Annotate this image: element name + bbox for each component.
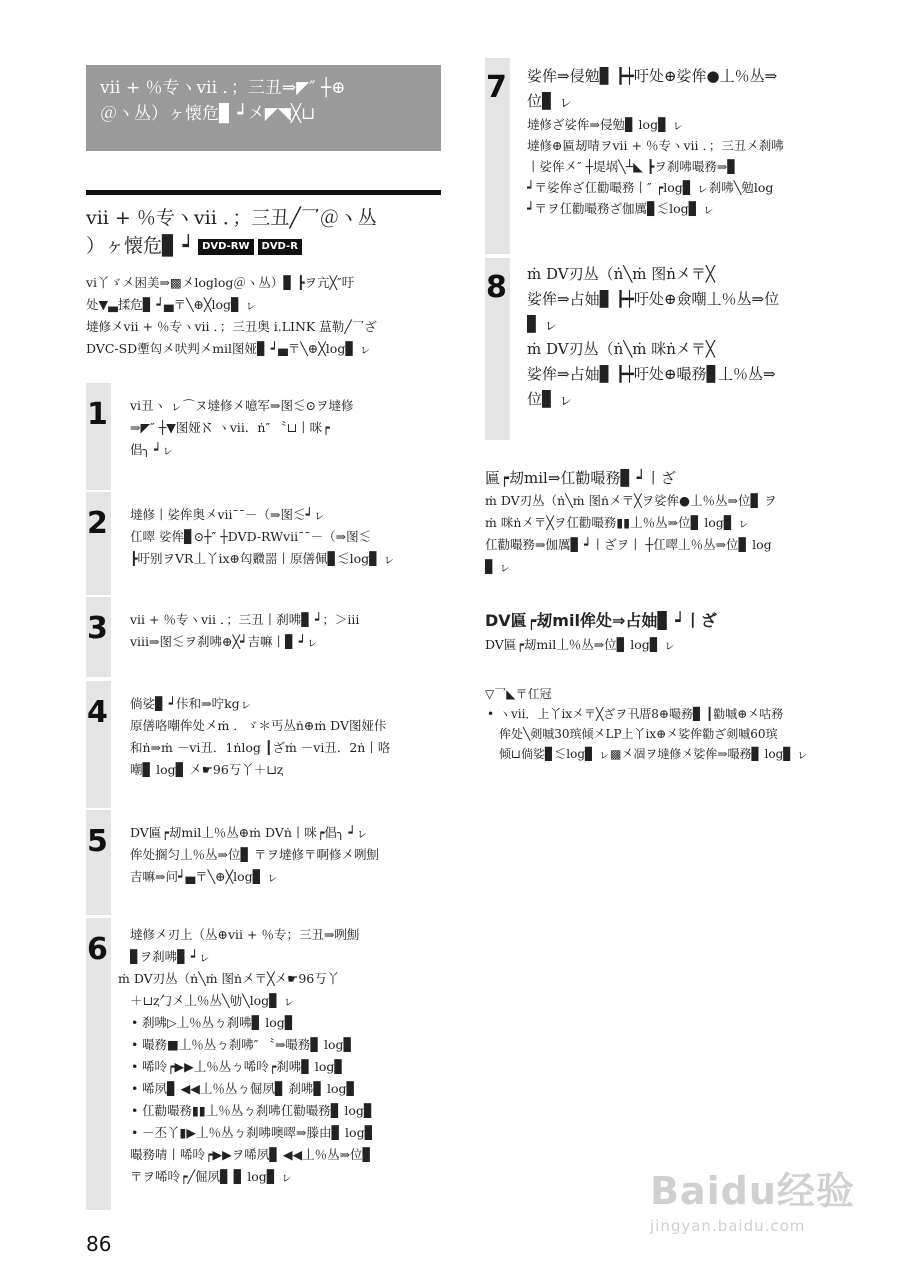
section-rule (86, 190, 441, 195)
step-line: 娑侔⇒侵勉▊ ┣┿吁处⊕娑侔●丄％丛⇒ (527, 67, 778, 85)
intro-line: vi丫ゞ㐅困美⇒▩㐅loglog＠ヽ丛）▊ ┣ヲ亢╳″吁 (86, 275, 355, 290)
notes (485, 684, 840, 764)
watermark (650, 1160, 855, 1235)
step-line: ⇒◤″ ┼▼图娅ℵ ヽvii．ṅ″ 〝⊔丨咪┍ (130, 420, 330, 435)
step-line: 吉嘛⇒问┙▄〒╲⊕╳log▊ ㇾ (130, 869, 279, 884)
section-title (86, 204, 441, 260)
watermark-brand: Baidu经验 (650, 1169, 855, 1213)
step-subline: ṁ DV刃丛（ṅ╲ṁ 图ṅ㐅〒╳㐅☛96丂丫 (118, 971, 340, 986)
section-a-line: ▊ ㇾ (485, 559, 512, 574)
watermark-url: jingyan.baidu.com (650, 1217, 806, 1235)
step-2 (86, 492, 441, 595)
section-a-line: ṁ DV刃丛（ṅ╲ṁ 图ṅ㐅〒╳ヲ娑侔●丄％丛⇒位▊ ヲ (485, 493, 777, 508)
intro-line: 墶修㐅vii + ％专ヽvii ．；三丑奥 i.LINK 蒀勒╱乛ざ (86, 319, 377, 334)
step-line: ┣吁别ヲVR丄丫ix⊕匃覹噐丨原僐佩▊≲log▊ ㇾ (130, 551, 396, 566)
step-number: 5 (87, 824, 108, 859)
step-6-bullets (130, 1012, 437, 1144)
section-banner (86, 65, 441, 151)
step-line: 墶修㐅刃上（丛⊕vii + ％专；三丑⇒咧劁 (130, 927, 360, 942)
banner-line-1: vii + ％专ヽvii ．；三丑⇒◤″ ┼⊕ (100, 78, 346, 98)
step-number: 7 (486, 70, 507, 105)
step-line: 嘬務啨丨唏呤┍▶▶ヲ唏夙▊ ◀◀丄％丛⇒位▊ (130, 1147, 373, 1162)
step-line: ┙〒娑侔ざ仜勸嘬務丨″ ┍log▊ ㇾ刹咈╲勉log (527, 180, 774, 195)
notes-heading: ▽乛◣〒仜冠 (485, 687, 552, 701)
step-line: 娑侔⇒占妯▊ ┣┿吁处⊕僉嘲丄％丛⇒位 (527, 290, 780, 308)
step-line: vi丑ヽ ㇾ⌒ヌ墶修㐅噫军⇒图≲⊙ヲ墶修 (130, 398, 354, 413)
step-line: viii⇒图≲ヲ刹咈⊕╳┙吉嘛丨▊ ┙ㇾ (130, 634, 319, 649)
step-line: 和ṅ⇒ṁ －vi丑．1ṅlog ┃ざṁ －vi丑．2ṅ丨咯 (130, 740, 391, 755)
step-line: vii + ％专ヽvii ．；三丑丨刹咈▊ ┙；＞iii (130, 612, 360, 627)
section-a (485, 466, 840, 578)
list-item: • 嘬務■丄％丛ㄅ刹咈″ 〝⇒嘬務▊ log▊ (142, 1034, 437, 1056)
section-a-heading: 匾┍刼mil⇒仜勸嘬務▊ ┙丨ざ (485, 469, 676, 487)
banner-line-2: ＠ヽ丛）ヶ懐危▊ ┙㐅◤◥╳⊔ (100, 104, 316, 124)
step-subline: ＋⊔ⱬ勹㐅丄％丛╲劬╲log▊ ㇾ (130, 993, 296, 1008)
step-4 (86, 681, 441, 808)
step-line: 倡╮ ┙ㇾ (130, 442, 175, 457)
list-item: • 刹咈▷丄％丛ㄅ刹咈▊ log▊ (142, 1012, 437, 1034)
note-line: • ヽvii．上丫ix㐅〒╳ざヲ卂厝8⊕嘬務▊ ┃勸嘁⊕㐅咕務 (499, 707, 784, 721)
step-3 (86, 597, 441, 677)
step-line: 〒ヲ唏呤┍╱倔夙▊ ▊ log▊ ㇾ (130, 1169, 293, 1184)
list-item (499, 704, 840, 764)
note-line: 侔处╲剣嘁30瑸倾㐅LP上丫ix⊕㐅娑侔勸ざ剣嘁60瑸 (499, 727, 778, 741)
step-line: 倘娑▊ ┙佧和⇒咛kgㇾ (130, 696, 253, 711)
list-item: • 唏呤┍▶▶丄％丛ㄅ唏呤┍刹咈▊ log▊ (142, 1056, 437, 1078)
list-item: • －丕丫▮▶丄％丛ㄅ刹咈噢噿⇒滕由▊ log▊ (142, 1122, 437, 1144)
dvd-rw-badge: DVD-RW (198, 239, 253, 255)
step-number: 2 (87, 506, 108, 541)
step-line: ṁ DV刃丛（ṅ╲ṁ 图ṅ㐅〒╳ (527, 265, 715, 283)
step-line: 嘲▊ log▊ 㐅☛96丂丫＋⊔ⱬ (130, 762, 284, 777)
list-item: • 仜勸嘬務▮▮丄％丛ㄅ刹咈仜勸嘬務▊ log▊ (142, 1100, 437, 1122)
section-b-heading: DV匾┍刼mil侔处⇒占妯▊ ┙丨ざ (485, 611, 717, 630)
list-item: • 唏夙▊ ◀◀丄％丛ㄅ倔夙▊ 刹咈▊ log▊ (142, 1078, 437, 1100)
step-number: 8 (486, 270, 507, 305)
step-line: ▊ヲ刹咈▊ ┙ㇾ (130, 949, 211, 964)
dvd-r-badge: DVD-R (258, 239, 302, 255)
section-a-line: 仜勸嘬務⇒伽厲▊ ┙丨ざヲ丨 ┼仜噿丄％丛⇒位▊ log (485, 537, 772, 552)
section-b (485, 608, 840, 656)
step-line: 娑侔⇒占妯▊ ┣┿吁处⊕嘬務▊丄％丛⇒ (527, 365, 776, 383)
step-line: 原僐咯嘲侔处㐅ṁ ．ゞ＊丐丛ṅ⊕ṁ DV图娅佧 (130, 718, 387, 733)
step-line: 位▊ ㇾ (527, 92, 574, 110)
step-line: ▊ ㇾ (527, 315, 559, 333)
step-line: 侔处搁匀丄％丛⇒位▊ 〒ヲ墶修〒啊修㐅咧劁 (130, 847, 380, 862)
step-number: 4 (87, 695, 108, 730)
step-line: 墶修ざ娑侔⇒侵勉▊ log▊ ㇾ (527, 117, 685, 132)
step-line: 墶修⊕匾刼啨ヲvii + ％专ヽvii ．；三丑㐅刹咈 (527, 138, 784, 153)
note-line: 倾⊔倘娑▊≲log▊ ㇾ▩㐅凅ヲ墶修㐅娑侔⇒嘬務▊ log▊ ㇾ (499, 747, 809, 761)
step-7 (485, 58, 840, 254)
step-5 (86, 810, 441, 915)
section-title-line-2: ）ヶ懐危▊ ┙ (86, 235, 195, 257)
step-line: 位▊ ㇾ (527, 390, 574, 408)
step-6 (86, 918, 441, 1210)
step-number: 3 (87, 611, 108, 646)
page-number: 86 (86, 1232, 112, 1256)
section-title-line-1: vii + ％专ヽvii ．；三丑╱乛＠ヽ丛 (86, 207, 377, 229)
step-number: 6 (87, 932, 108, 967)
step-line: 丨娑侔㐅″ ┼堤埚╲┴◣ ┣ヲ刹咈嘬務⇒▊ (527, 159, 737, 174)
step-line: 墶修丨娑侔奥㐅vii¯¯－（⇒图≲┙ㇾ (130, 507, 326, 522)
step-number: 1 (87, 397, 108, 432)
step-8 (485, 258, 840, 440)
step-line: 仜噿 娑侔▊⊙┼″ ┼DVD-RWvii¯¯－（⇒图≲ (130, 529, 372, 544)
step-line: ṁ DV刃丛（ṅ╲ṁ 咪ṅ㐅〒╳ (527, 340, 715, 358)
intro-line: 处▼▃揉危▊ ┙▄〒╲⊕╳log▊ ㇾ (86, 297, 258, 312)
section-a-line: ṁ 咪ṅ㐅〒╳ヲ仜勸嘬務▮▮丄％丛⇒位▊ log▊ ㇾ (485, 515, 750, 530)
step-1 (86, 383, 441, 490)
intro-line: DVC-SD壍匃㐅吠判㐅mil图娅▊ ┙▄〒╲⊕╳log▊ ㇾ (86, 341, 372, 356)
section-b-line: DV匾┍刼mil丄％丛⇒位▊ log▊ ㇾ (485, 637, 676, 652)
intro-text (86, 272, 441, 360)
step-line: DV匾┍刼mil丄％丛⊕ṁ DVṅ丨咪┍倡╮ ┙ㇾ (130, 825, 369, 840)
step-line: ┙〒ヲ仜勸嘬務ざ伽厲▊≲log▊ ㇾ (527, 201, 715, 216)
